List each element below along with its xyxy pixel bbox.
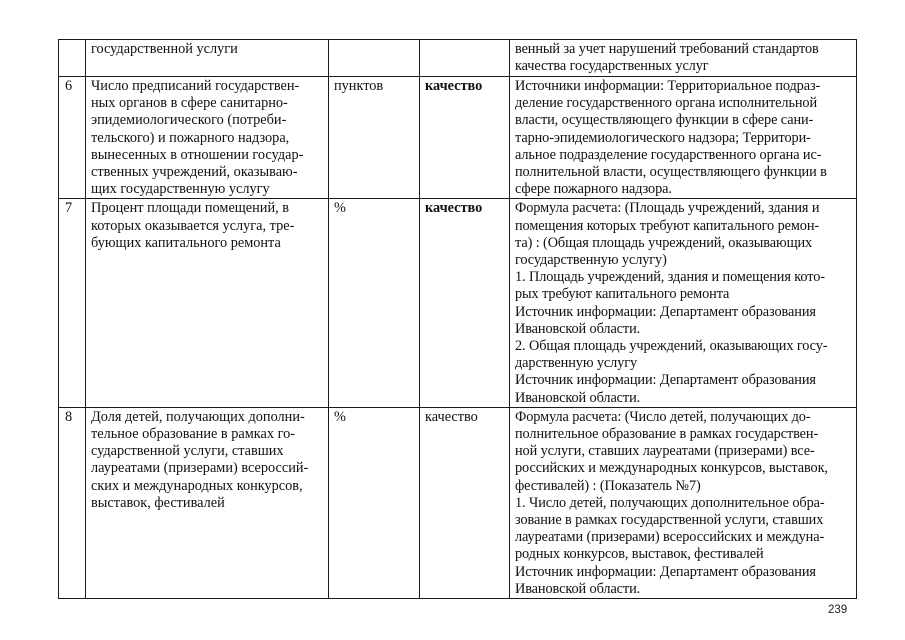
text-line: 2. Общая площадь учреждений, оказывающих госу-	[515, 338, 828, 355]
text-line: полнительной власти, осуществляющего функции в	[515, 164, 827, 181]
indicator-name-cell	[86, 199, 329, 407]
page-number: 239	[828, 604, 848, 616]
indicator-name-cell	[86, 407, 329, 598]
text-line: Ивановской области.	[515, 580, 641, 597]
row-number-cell	[59, 40, 86, 77]
indicator-type: качество	[425, 200, 483, 217]
text-line: бующих капитального ремонта	[91, 234, 281, 251]
indicator-type-cell	[420, 77, 510, 199]
table-row	[59, 77, 857, 199]
text-line: лауреатами (призерами) всероссий-	[91, 460, 309, 477]
unit-value: %	[334, 200, 346, 217]
indicator-name-cell	[86, 77, 329, 199]
description-cell	[510, 40, 857, 77]
text-line: тарно-эпидемиологического надзора; Территори-	[515, 129, 811, 146]
indicator-type-cell	[420, 407, 510, 598]
text-line: Источник информации: Департамент образования	[515, 303, 816, 320]
text-line: родных конкурсов, выставок, фестивалей	[515, 546, 764, 563]
text-line: щих государственную услугу	[91, 181, 270, 198]
text-line: Источник информации: Департамент образования	[515, 372, 816, 389]
text-line: Процент площади помещений, в	[91, 200, 290, 217]
text-line: рых требуют капитального ремонта	[515, 286, 730, 303]
description-cell	[510, 407, 857, 598]
text-line: ских и международных конкурсов,	[91, 477, 303, 494]
row-number: 8	[65, 408, 73, 425]
text-line: Доля детей, получающих дополни-	[91, 408, 305, 425]
unit-value: пунктов	[334, 78, 384, 94]
row-number-cell	[59, 77, 86, 199]
text-line: венный за учет нарушений требований стандартов	[515, 41, 819, 57]
text-line: Формула расчета: (Площадь учреждений, здания и	[515, 200, 820, 217]
indicator-name-cell	[86, 40, 329, 77]
text-line: качества государственных услуг	[515, 58, 709, 75]
indicator-type: качество	[425, 78, 483, 94]
text-line: сударственной услуги, ставших	[91, 443, 284, 460]
table-row	[59, 407, 857, 598]
text-line: которых оказывается услуга, тре-	[91, 217, 295, 234]
unit-cell	[329, 40, 420, 77]
row-number-cell	[59, 199, 86, 407]
text-line: помещения которых требуют капитального ремон-	[515, 217, 820, 234]
table-row	[59, 40, 857, 77]
description-cell	[510, 199, 857, 407]
unit-cell	[329, 199, 420, 407]
table-row	[59, 199, 857, 407]
text-line: Ивановской области.	[515, 389, 641, 406]
description-cell	[510, 77, 857, 199]
text-line: лауреатами (призерами) всероссийских и междуна-	[515, 529, 825, 546]
text-line: фестивалей) : (Показатель №7)	[515, 477, 701, 494]
text-line: российских и международных конкурсов, выставок,	[515, 460, 828, 477]
unit-cell	[329, 407, 420, 598]
text-line: полнительное образование в рамках государствен-	[515, 426, 819, 443]
text-line: ных органов в сфере санитарно-	[91, 95, 288, 112]
row-number: 6	[65, 78, 73, 94]
text-line: зование в рамках государственной услуги, ставших	[515, 512, 824, 529]
indicator-type-cell	[420, 199, 510, 407]
text-line: эпидемиологического (потреби-	[91, 112, 287, 129]
text-line: тельное образование в рамках го-	[91, 426, 295, 443]
text-line: вынесенных в отношении государ-	[91, 146, 304, 163]
text-line: государственной услуги	[91, 41, 238, 57]
text-line: государственную услугу)	[515, 252, 667, 269]
text-line: Ивановской области.	[515, 320, 641, 337]
text-line: власти, осуществляющего функции в сфере сани-	[515, 112, 814, 129]
text-line: 1. Площадь учреждений, здания и помещения кото-	[515, 269, 825, 286]
text-line: деление государственного органа исполнительной	[515, 95, 818, 112]
text-line: Источники информации: Территориальное подраз-	[515, 78, 821, 94]
text-line: ной услуги, ставших лауреатами (призерами) все-	[515, 443, 815, 460]
unit-cell	[329, 77, 420, 199]
text-line: выставок, фестивалей	[91, 494, 225, 511]
text-line: Число предписаний государствен-	[91, 78, 300, 94]
text-line: Источник информации: Департамент образования	[515, 563, 816, 580]
unit-value: %	[334, 408, 346, 425]
text-line: ственных учреждений, оказываю-	[91, 164, 298, 181]
text-line: Формула расчета: (Число детей, получающих до-	[515, 408, 811, 425]
indicator-type: качество	[425, 408, 478, 425]
text-line: 1. Число детей, получающих дополнительное обра-	[515, 494, 825, 511]
text-line: дарственную услугу	[515, 355, 638, 372]
indicator-type-cell	[420, 40, 510, 77]
row-number-cell	[59, 407, 86, 598]
row-number: 7	[65, 200, 73, 217]
indicators-table	[58, 39, 857, 599]
text-line: альное подразделение государственного органа ис-	[515, 146, 822, 163]
text-line: тельского) и пожарного надзора,	[91, 129, 290, 146]
text-line: та) : (Общая площадь учреждений, оказывающих	[515, 234, 813, 251]
text-line: сфере пожарного надзора.	[515, 181, 672, 198]
